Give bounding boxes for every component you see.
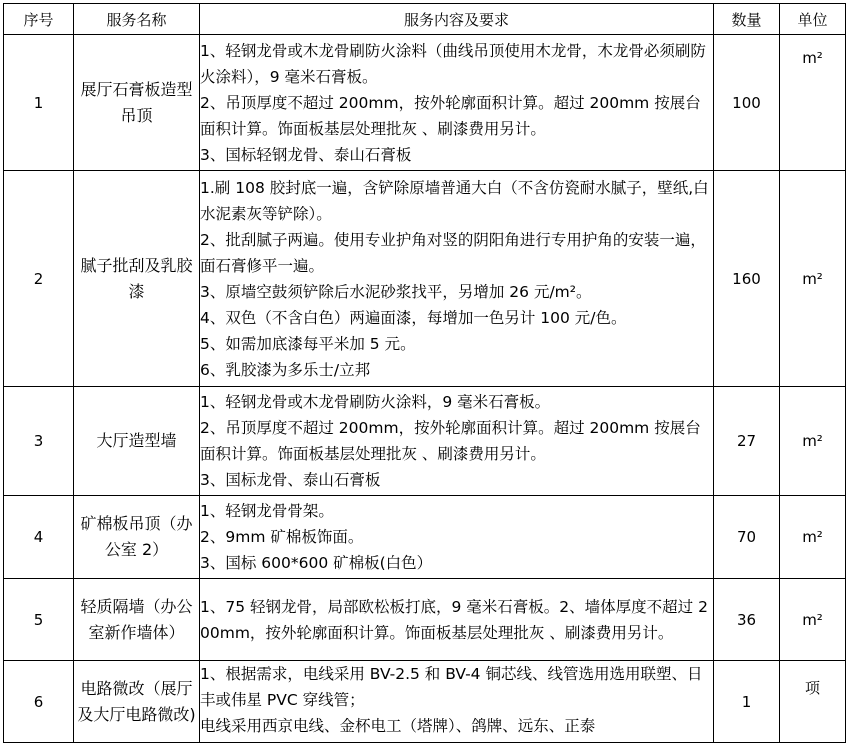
row-seq: 3 xyxy=(4,387,74,496)
description-line: 3、国标 600*600 矿棉板(白色） xyxy=(200,554,433,572)
row-quantity: 100 xyxy=(714,35,780,171)
row-quantity: 70 xyxy=(714,496,780,579)
table-row xyxy=(4,35,846,171)
row-unit: m² xyxy=(780,35,846,171)
description-line: 6、乳胶漆为多乐士/立邦 xyxy=(200,360,371,379)
row-seq: 1 xyxy=(4,35,74,171)
description-line: 1、轻钢龙骨或木龙骨刷防火涂料，9 毫米石膏板。 xyxy=(200,393,551,411)
header-name: 服务名称 xyxy=(74,4,200,35)
table-row xyxy=(4,171,846,387)
row-description xyxy=(200,661,714,743)
description-line: 1、轻钢龙骨骨架。 xyxy=(200,502,334,520)
table-row xyxy=(4,661,846,743)
row-seq: 4 xyxy=(4,496,74,579)
header-desc: 服务内容及要求 xyxy=(200,4,714,35)
row-quantity: 160 xyxy=(714,171,780,387)
row-description xyxy=(200,387,714,496)
description-line: 1、轻钢龙骨或木龙骨刷防火涂料（曲线吊顶使用木龙骨，木龙骨必须刷防火涂料），9 毫米石膏板。 xyxy=(200,41,706,86)
row-service-name: 腻子批刮及乳胶漆 xyxy=(74,171,200,387)
description-line: 2、9mm 矿棉板饰面。 xyxy=(200,528,364,546)
description-line: 3、国标龙骨、泰山石膏板 xyxy=(200,471,381,489)
description-line: 3、原墙空鼓须铲除后水泥砂浆找平，另增加 26 元/m²。 xyxy=(200,282,592,301)
row-unit: m² xyxy=(780,387,846,496)
description-line: 3、国标轻钢龙骨、泰山石膏板 xyxy=(200,145,412,164)
row-quantity: 27 xyxy=(714,387,780,496)
row-description xyxy=(200,171,714,387)
header-seq: 序号 xyxy=(4,4,74,35)
description-line: 4、双色（不含白色）两遍面漆，每增加一色另计 100 元/色。 xyxy=(200,308,627,327)
description-line: 2、批刮腻子两遍。使用专业护角对竖的阴阳角进行专用护角的安装一遍，面石膏修平一遍。 xyxy=(200,230,706,275)
row-unit: m² xyxy=(780,496,846,579)
description-line: 1、根据需求，电线采用 BV-2.5 和 BV-4 铜芯线、线管选用选用联塑、日丰或伟星 PVC 穿线管； xyxy=(200,665,703,709)
row-service-name: 大厅造型墙 xyxy=(74,387,200,496)
row-description xyxy=(200,496,714,579)
description-line: 1.刷 108 胶封底一遍，含铲除原墙普通大白（不含仿瓷耐水腻子，壁纸,白水泥素灰等铲除）。 xyxy=(200,178,709,223)
row-service-name: 电路微改（展厅及大厅电路微改) xyxy=(74,661,200,743)
description-line: 5、如需加底漆每平米加 5 元。 xyxy=(200,334,416,353)
row-quantity: 1 xyxy=(714,661,780,743)
row-description xyxy=(200,579,714,661)
row-service-name: 矿棉板吊顶（办公室 2） xyxy=(74,496,200,579)
description-line: 2、吊顶厚度不超过 200mm，按外轮廓面积计算。超过 200mm 按展台面积计算。饰面板基层处理批灰 、刷漆费用另计。 xyxy=(200,419,701,463)
row-unit: m² xyxy=(780,579,846,661)
row-unit: m² xyxy=(780,171,846,387)
header-row xyxy=(4,4,846,35)
table-row xyxy=(4,579,846,661)
row-description xyxy=(200,35,714,171)
table-row xyxy=(4,387,846,496)
description-line: 1、75 轻钢龙骨，局部欧松板打底，9 毫米石膏板。2、墙体厚度不超过 200mm，按外轮廓面积计算。饰面板基层处理批灰 、刷漆费用另计。 xyxy=(200,597,708,642)
row-quantity: 36 xyxy=(714,579,780,661)
row-unit: 项 xyxy=(780,661,846,743)
service-table xyxy=(3,3,846,743)
row-seq: 2 xyxy=(4,171,74,387)
row-service-name: 轻质隔墙（办公室新作墙体） xyxy=(74,579,200,661)
header-qty: 数量 xyxy=(714,4,780,35)
row-service-name: 展厅石膏板造型吊顶 xyxy=(74,35,200,171)
header-unit: 单位 xyxy=(780,4,846,35)
row-seq: 6 xyxy=(4,661,74,743)
table-row xyxy=(4,496,846,579)
description-line: 电线采用西京电线、金杯电工（塔牌）、鸽牌、远东、正泰 xyxy=(200,717,596,735)
row-seq: 5 xyxy=(4,579,74,661)
description-line: 2、吊顶厚度不超过 200mm，按外轮廓面积计算。超过 200mm 按展台面积计算。饰面板基层处理批灰 、刷漆费用另计。 xyxy=(200,93,701,138)
